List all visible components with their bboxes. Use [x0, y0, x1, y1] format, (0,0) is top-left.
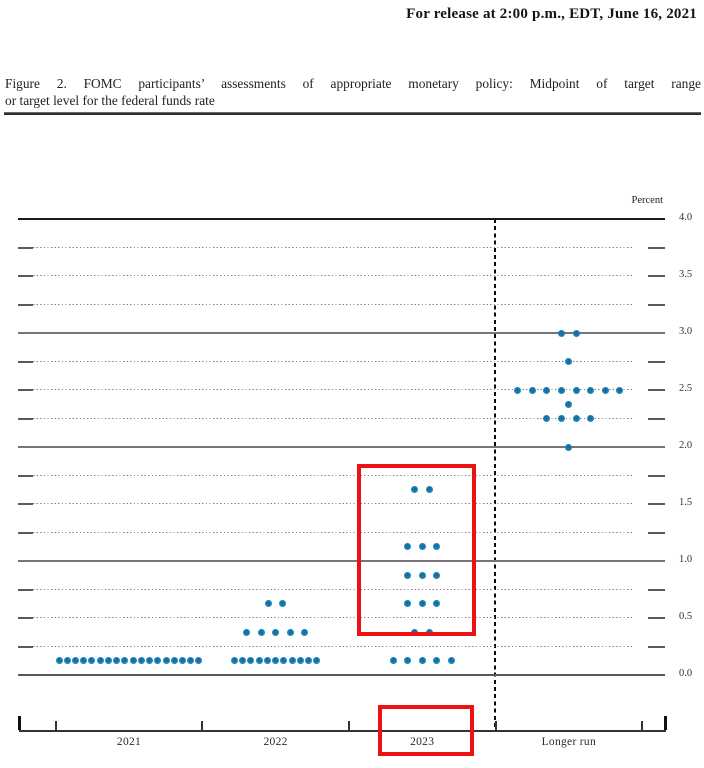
gridline-left-tick — [18, 503, 33, 505]
gridline-dotted — [33, 589, 632, 591]
dot — [171, 657, 178, 664]
y-tick-label: 2.0 — [679, 440, 693, 451]
gridline-right-tick — [648, 418, 665, 420]
dot — [272, 657, 279, 664]
dot — [404, 657, 411, 664]
gridline-dotted — [33, 532, 632, 534]
dot — [543, 415, 550, 422]
dot — [565, 444, 572, 451]
gridline-left-tick — [18, 617, 33, 619]
gridline-dotted — [33, 418, 632, 420]
y-axis-unit-label: Percent — [631, 195, 663, 206]
gridline-right-tick — [648, 247, 665, 249]
dot — [305, 657, 312, 664]
dot — [163, 657, 170, 664]
dot — [297, 657, 304, 664]
dot — [256, 657, 263, 664]
dot — [239, 657, 246, 664]
gridline-dotted — [33, 646, 632, 648]
dot — [279, 600, 286, 607]
dot — [313, 657, 320, 664]
gridline-right-tick — [648, 617, 665, 619]
dot — [433, 600, 440, 607]
dot — [138, 657, 145, 664]
gridline-left-tick — [18, 389, 33, 391]
gridline-right-tick — [648, 361, 665, 363]
dot — [514, 387, 521, 394]
dot — [404, 572, 411, 579]
gridline-dotted — [33, 361, 632, 363]
y-tick-label: 1.0 — [679, 554, 693, 565]
gridline-right-tick — [648, 304, 665, 306]
gridline-left-tick — [18, 475, 33, 477]
x-category-label: 2021 — [116, 736, 142, 748]
dot — [419, 572, 426, 579]
gridline-left-tick — [18, 275, 33, 277]
dot — [565, 401, 572, 408]
y-tick-label: 4.0 — [679, 212, 693, 223]
gridline-left-tick — [18, 532, 33, 534]
dot — [404, 543, 411, 550]
dot — [558, 330, 565, 337]
x-tick — [348, 721, 350, 730]
gridline-left-tick — [18, 304, 33, 306]
figure-caption-line1: Figure 2. FOMC participants’ assessments of appropriate monetary policy: Midpoint of target range — [5, 76, 701, 91]
dot — [280, 657, 287, 664]
dot — [558, 387, 565, 394]
x-tick — [495, 721, 497, 730]
gridline-solid — [18, 674, 665, 676]
gridline-solid — [18, 332, 665, 334]
gridline-dotted — [33, 617, 632, 619]
dot — [616, 387, 623, 394]
gridline-dotted — [33, 389, 632, 391]
dot — [448, 657, 455, 664]
gridline-left-tick — [18, 418, 33, 420]
x-tick — [201, 721, 203, 730]
dot — [265, 600, 272, 607]
gridline-left-tick — [18, 646, 33, 648]
x-tick — [55, 721, 57, 730]
dot — [97, 657, 104, 664]
gridline-right-tick — [648, 389, 665, 391]
dot — [179, 657, 186, 664]
gridline-dotted — [33, 503, 632, 505]
y-tick-label: 0.5 — [679, 611, 693, 622]
dot — [264, 657, 271, 664]
dot — [243, 629, 250, 636]
dot — [80, 657, 87, 664]
x-category-label: Longer run — [541, 736, 596, 748]
dot — [154, 657, 161, 664]
gridline-solid — [18, 560, 665, 562]
x-axis-line — [19, 730, 666, 732]
release-line: For release at 2:00 p.m., EDT, June 16, 2021 — [406, 6, 697, 22]
gridline-right-tick — [648, 503, 665, 505]
gridline-right-tick — [648, 532, 665, 534]
dot — [121, 657, 128, 664]
y-tick-label: 1.5 — [679, 497, 693, 508]
dot — [56, 657, 63, 664]
gridline-dotted — [33, 475, 632, 477]
dot — [64, 657, 71, 664]
y-tick-label: 3.5 — [679, 269, 693, 280]
gridline-solid — [18, 218, 665, 220]
gridline-right-tick — [648, 475, 665, 477]
dot — [558, 415, 565, 422]
dot — [272, 629, 279, 636]
dot — [72, 657, 79, 664]
dot — [573, 330, 580, 337]
y-tick-label: 3.0 — [679, 326, 693, 337]
gridline-right-tick — [648, 646, 665, 648]
x-category-label: 2023 — [410, 736, 435, 748]
dot — [88, 657, 95, 664]
dot — [390, 657, 397, 664]
dot — [287, 629, 294, 636]
dot — [426, 486, 433, 493]
y-tick-label: 0.0 — [679, 668, 693, 679]
gridline-left-tick — [18, 247, 33, 249]
dot — [195, 657, 202, 664]
dot — [289, 657, 296, 664]
dot — [419, 600, 426, 607]
dot — [573, 387, 580, 394]
gridline-right-tick — [648, 275, 665, 277]
dot — [231, 657, 238, 664]
dot — [529, 387, 536, 394]
gridline-dotted — [33, 247, 632, 249]
dot — [573, 415, 580, 422]
dot — [105, 657, 112, 664]
dot — [426, 629, 433, 636]
x-category-label: 2022 — [263, 736, 288, 748]
dot — [433, 572, 440, 579]
x-axis-end-tick — [664, 716, 667, 730]
dot — [602, 387, 609, 394]
dot — [419, 543, 426, 550]
gridline-left-tick — [18, 589, 33, 591]
figure-caption-line2: or target level for the federal funds rate — [5, 92, 215, 108]
dot — [301, 629, 308, 636]
dot — [411, 486, 418, 493]
dot — [258, 629, 265, 636]
gridline-left-tick — [18, 361, 33, 363]
dot — [565, 358, 572, 365]
x-axis-end-tick — [18, 716, 21, 730]
dot — [130, 657, 137, 664]
dot — [404, 600, 411, 607]
dot — [113, 657, 120, 664]
gridline-dotted — [33, 275, 632, 277]
gridline-right-tick — [648, 589, 665, 591]
dot — [587, 387, 594, 394]
dot — [187, 657, 194, 664]
dot — [433, 543, 440, 550]
dot — [587, 415, 594, 422]
y-tick-label: 2.5 — [679, 383, 693, 394]
dot — [146, 657, 153, 664]
dot — [247, 657, 254, 664]
x-tick — [641, 721, 643, 730]
dot — [433, 657, 440, 664]
dot — [411, 629, 418, 636]
dot — [419, 657, 426, 664]
gridline-dotted — [33, 304, 632, 306]
dot — [543, 387, 550, 394]
